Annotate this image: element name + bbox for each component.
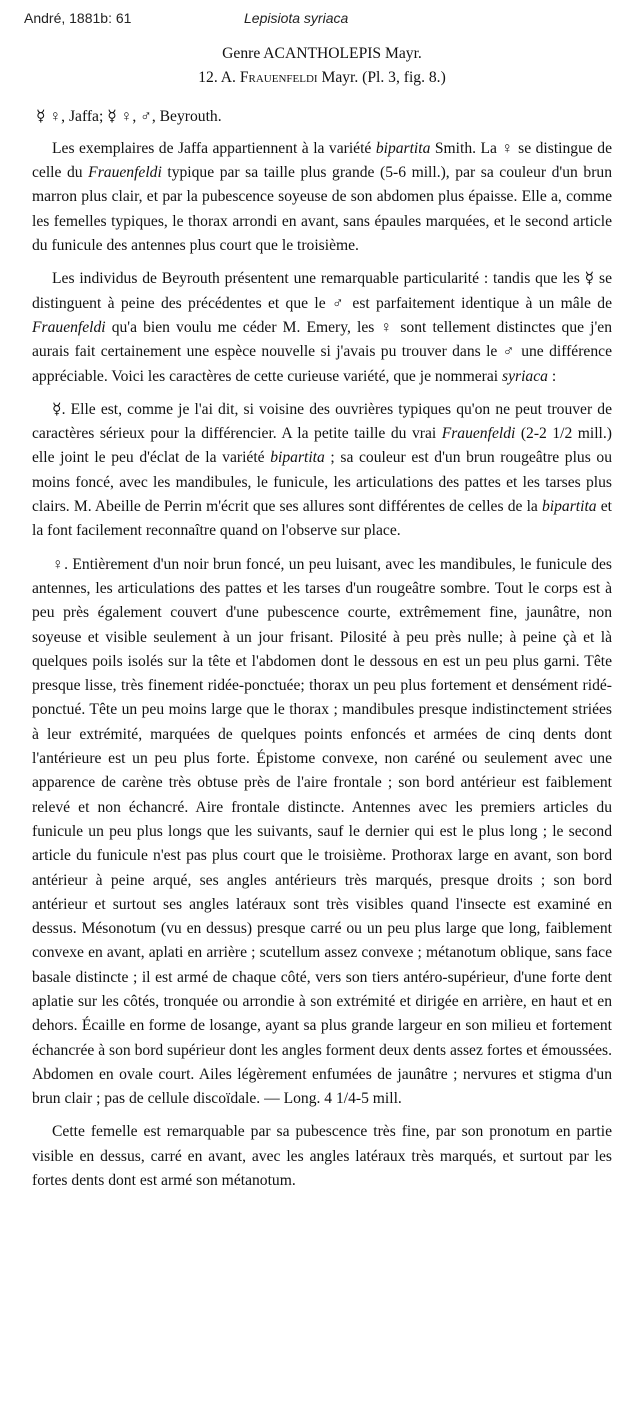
species-authority: Mayr. (Pl. 3, fig. 8.)	[321, 69, 446, 87]
paragraph-female-remark: Cette femelle est remarquable par sa pubescence très fine, par son pronotum en partie visible en dessus, carré en avant, avec les angles latéraux très marqués, et surtout par les fortes dents dont est armé son métanotum.	[32, 1123, 612, 1190]
page-header	[24, 10, 617, 32]
species-heading	[32, 66, 612, 90]
paragraph-jaffa: Les exemplaires de Jaffa appartiennent à la variété bipartita Smith. La ♀ se distingue de celle du Frauenfeldi typique par sa taille plus grande (5-6 mill.), par sa couleur d'un brun marron plus clair, et par la pubescence soyeuse de son abdomen plus épaisse. Elle a, comme les femelles typiques, le thorax arrondi en avant, sans épaules marquées, et le second article du funicule des antennes plus court que le troisième.	[32, 139, 612, 255]
species-label: Lepisiota syriaca	[244, 10, 349, 26]
paragraph-worker: ☿. Elle est, comme je l'ai dit, si voisine des ouvrières typiques qu'on ne peut trouver de caractères sérieux pour la différencier. A la petite taille du vrai Frauenfeldi (2-2 1/2 mill.) elle joint le peu d'éclat de la variété bipartita ; sa couleur est d'un brun rougeâtre plus ou moins foncé, avec les mandibules, le funicule, les articulations des pattes et les tarses plus clairs. M. Abeille de Perrin m'écrit que ses allures sont différentes de celles de la bipartita et la font facilement reconnaître quand on l'observe sur place.	[32, 400, 613, 540]
species-number: 12. A.	[198, 69, 236, 87]
species-name: Frauenfeldi	[239, 69, 318, 87]
paragraph-beyrouth: Les individus de Beyrouth présentent une remarquable particularité : tandis que les ☿ se distinguent à peine des précédentes et que le ♂ est parfaitement identique à un mâle de Frauenfeldi qu'a bien voulu me céder M. Emery, les ♀ sont tellement distinctes que j'en aurais fait certainement une espèce nouvelle si j'avais pu trouver dans le ♂ une différence appréciable. Voici les caractères de cette curieuse variété, que je nommerai syriaca :	[32, 270, 612, 385]
paragraph-female-description: ♀. Entièrement d'un noir brun foncé, un peu luisant, avec les mandibules, le funicule des antennes, les articulations des pattes et les tarses d'un rougeâtre sombre. Tout le corps est à peu près également couvert d'une pubescence courte, extrêmement fine, jaunâtre, non soyeuse et visible seulement à un jour frisant. Pilosité à peu près nulle; à peine çà et là quelques poils isolés sur la tête et l'abdomen dont le dessous en est un peu plus garni. Tête presque lisse, très finement ridée-ponctuée; thorax un peu plus fortement et densément ridé-ponctué. Tête un peu moins large que le thorax ; mandibules presque indistinctement striées à leur extrémité, marquées de quelques points enfoncés et armées de cinq dents dont l'antérieure est un peu plus forte. Épistome convexe, non caréné ou seulement avec une apparence de carène très obtuse près de l'aire frontale ; son bord antérieur est faiblement relevé et non échancré. Aire frontale distincte. Antennes avec les premiers articles du funicule un peu plus longs que les suivants, sauf le dernier qui est le plus long ; le second article du funicule n'est pas plus court que le troisième. Prothorax large en avant, son bord antérieur à peine arqué, ses angles antérieurs très marqués, presque droits ; son bord antérieur et surtout ses angles latéraux sont très visibles quand l'insecte est examiné en dessus. Mésonotum (vu en dessus) presque carré ou un peu plus large que long, faiblement convexe en avant, aplati en arrière ; scutellum assez convexe ; métanotum oblique, sans face basale distincte ; il est armé de chaque côté, vers son tiers antéro-supérieur, d'une forte dent aplatie sur les côtés, tronquée ou arrondie à son extrémité et dirigée en arrière, en haut et en dehors. Écaille en forme de losange, ayant sa plus grande largeur en son milieu et fortement échancrée à son bord supérieur dont les angles forment deux dents assez fortes et émoussées. Abdomen en ovale court. Ailes légèrement enfumées de jaunâtre ; nervures et stigma d'un brun clair ; pas de cellule discoïdale. — Long. 4 1/4-5 mill.	[32, 555, 612, 1108]
citation: André, 1881b: 61	[24, 10, 132, 26]
genus-heading: Genre ACANTHOLEPIS Mayr.	[222, 45, 422, 62]
localities-line: ☿ ♀, Jaffa; ☿ ♀, ♂, Beyrouth.	[36, 107, 222, 125]
document-page	[32, 42, 612, 1202]
